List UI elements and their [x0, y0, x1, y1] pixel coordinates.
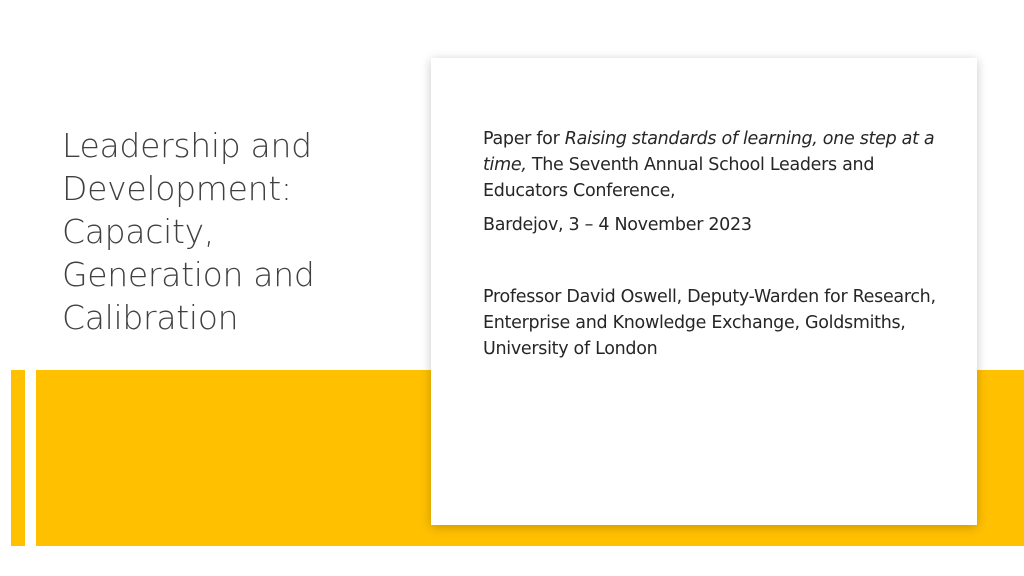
author-affiliation: Professor David Oswell, Deputy-Warden for Research, Enterprise and Knowledge Exchange, Goldsmiths, University of London — [483, 287, 936, 359]
paper-description — [483, 126, 953, 204]
paper-prefix: Paper for — [483, 129, 565, 149]
info-card — [431, 58, 977, 525]
conference-theme: Raising standards of learning, one step at a time, — [483, 129, 935, 175]
slide-title: Leadership and Development: Capacity, Generation and Calibration — [62, 126, 315, 337]
accent-stripe — [11, 370, 25, 546]
location-date: Bardejov, 3 – 4 November 2023 — [483, 215, 752, 235]
card-content — [483, 126, 953, 362]
conference-name: The Seventh Annual School Leaders and Educators Conference, — [483, 155, 875, 201]
